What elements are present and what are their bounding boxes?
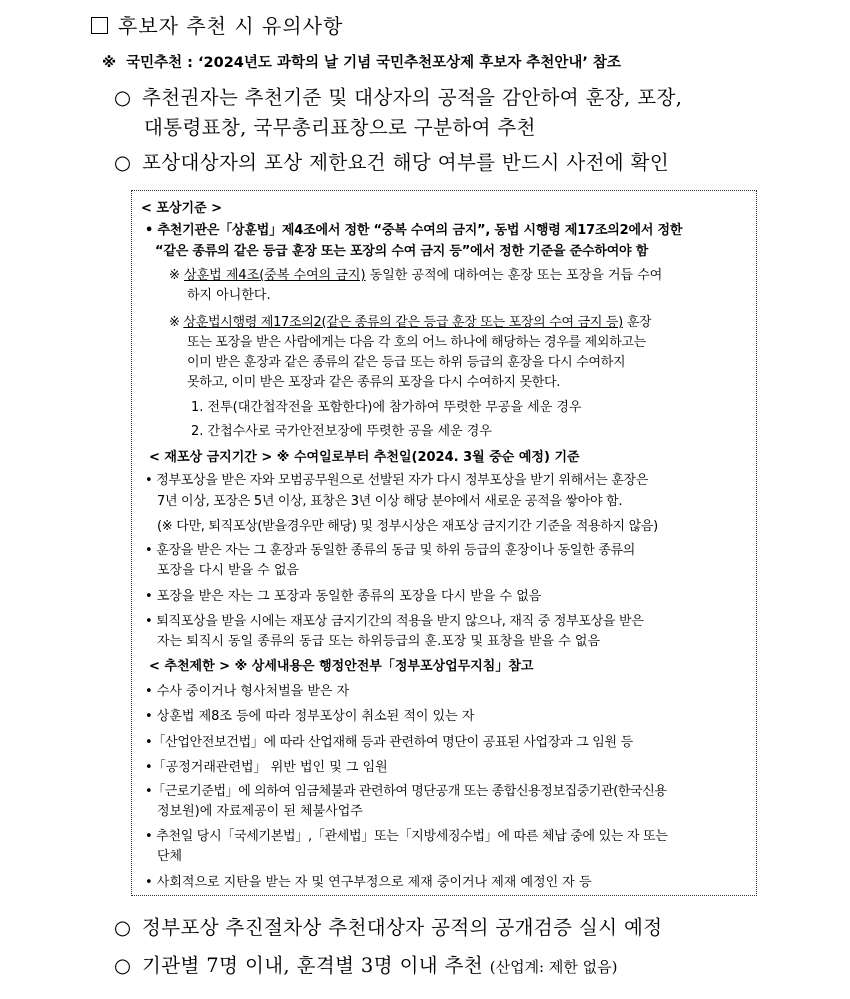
limit-6-line2: 단체: [157, 849, 183, 864]
intro-item-2: [114, 148, 669, 178]
circle-bullet-icon: ○: [114, 916, 132, 939]
limit-4: •「공정거래관련법」 위반 법인 및 그 임원: [145, 760, 388, 775]
circle-bullet-icon: ○: [114, 954, 132, 977]
intro-item-2-text: 포상대상자의 포상 제한요건 해당 여부를 반드시 사전에 확인: [142, 151, 670, 174]
limit-5-line2: 정보원)에 자료제공이 된 체불사업주: [157, 804, 363, 819]
reaward-1-line3: (※ 다만, 퇴직포상(받을경우만 해당) 및 정부시상은 재포상 금지기간 기준을 적용하지 않음): [157, 519, 658, 534]
circle-bullet-icon: ○: [114, 151, 132, 174]
limit-header: < 추천제한 > ※ 상세내용은 행정안전부「정부포상업무지침」참고: [149, 659, 534, 674]
outro-item-2-note: (산업계: 제한 없음): [489, 958, 618, 976]
note2-line1: [169, 314, 651, 332]
note1-line1: [169, 267, 662, 285]
reference-mark: ※: [102, 55, 117, 71]
circle-bullet-icon: ○: [114, 86, 132, 109]
limit-2: • 상훈법 제8조 등에 따라 정부포상이 취소된 적이 있는 자: [145, 709, 475, 724]
note2-rest: 훈장: [622, 315, 652, 330]
outro-item-2-text: 기관별 7명 이내, 훈격별 3명 이내 추천: [142, 954, 484, 977]
criteria-header: < 포상기준 >: [141, 201, 223, 216]
outro-item-1: [114, 913, 663, 943]
reaward-3-line1: • 포장을 받은 자는 그 포장과 동일한 종류의 포장을 다시 받을 수 없음: [145, 589, 542, 604]
limit-6-line1: • 추천일 당시「국세기본법」,「관세법」또는「지방세징수법」에 따른 체납 중에 있는 자 또는: [145, 829, 668, 844]
note1-line2: 하지 아니한다.: [187, 288, 271, 303]
note2-law: 상훈법시행령 제17조의2(같은 종류의 같은 등급 훈장 또는 포장의 수여 금지 등): [183, 315, 623, 330]
reaward-4-line1: • 퇴직포상을 받을 시에는 재포상 금지기간의 적용을 받지 않으나, 재직 중 정부포상을 받은: [145, 614, 644, 629]
limit-3: •「산업안전보건법」에 따라 산업재해 등과 관련하여 명단이 공표된 사업장과 그 임원 등: [145, 735, 633, 750]
note1-law: 상훈법 제4조(중복 수여의 금지): [184, 268, 366, 283]
reference-text: 국민추천 : ‘2024년도 과학의 날 기념 국민추천포상제 후보자 추천안내’ 참조: [126, 55, 621, 71]
limit-1: • 수사 중이거나 형사처벌을 받은 자: [145, 684, 350, 699]
reaward-1-line2: 7년 이상, 포장은 5년 이상, 표창은 3년 이상 해당 분야에서 새로운 공적을 쌓아야 함.: [157, 494, 623, 509]
criteria-line1: • 추천기관은「상훈법」제4조에서 정한 “중복 수여의 금지”, 동법 시행령 제17조의2에서 정한: [145, 223, 683, 238]
section-title-text: 후보자 추천 시 유의사항: [118, 14, 344, 38]
outro-item-1-text: 정부포상 추진절차상 추천대상자 공적의 공개검증 실시 예정: [142, 916, 663, 939]
reaward-4-line2: 자는 퇴직시 동일 종류의 동급 또는 하위등급의 훈.포장 및 표창을 받을 수 없음: [157, 634, 601, 649]
note-mark: ※: [169, 315, 180, 330]
note2-item2: 2. 간첩수사로 국가안전보장에 뚜렷한 공을 세운 경우: [191, 424, 492, 439]
intro-item-1-line1: 추천권자는 추천기준 및 대상자의 공적을 감안하여 훈장, 포장,: [142, 86, 683, 109]
note2-line3: 이미 받은 훈장과 같은 종류의 같은 등급 또는 하위 등급의 훈장을 다시 수여하지: [187, 355, 626, 370]
reaward-header: < 재포상 금지기간 > ※ 수여일로부터 추천일(2024. 3월 중순 예정) 기준: [149, 450, 580, 465]
reaward-1-line1: • 정부포상을 받은 자와 모범공무원으로 선발된 자가 다시 정부포상을 받기 위해서는 훈장은: [145, 473, 649, 488]
reference-note: [102, 51, 621, 72]
note1-rest: 동일한 공적에 대하여는 훈장 또는 포장을 거듭 수여: [365, 268, 663, 283]
intro-item-1-line2: 대통령표창, 국무총리표창으로 구분하여 추천: [144, 116, 536, 139]
limit-7: • 사회적으로 지탄을 받는 자 및 연구부정으로 제재 중이거나 제재 예정인 자 등: [145, 875, 592, 890]
note-mark: ※: [169, 268, 180, 283]
note2-item1: 1. 전투(대간첩작전을 포함한다)에 참가하여 뚜렷한 무공을 세운 경우: [191, 400, 582, 415]
reaward-2-line2: 포장을 다시 받을 수 없음: [157, 563, 300, 578]
limit-5-line1: •「근로기준법」에 의하여 임금체불과 관련하여 명단공개 또는 종합신용정보집중기관(한국신용: [145, 784, 667, 799]
criteria-line2: “같은 종류의 같은 등급 훈장 또는 포장의 수여 금지 등”에서 정한 기준을 준수하여야 함: [155, 244, 649, 259]
reaward-2-line1: • 훈장을 받은 자는 그 훈장과 동일한 종류의 동급 및 하위 등급의 훈장이나 동일한 종류의: [145, 543, 636, 558]
note2-line2: 또는 포장을 받은 사람에게는 다음 각 호의 어느 하나에 해당하는 경우를 제외하고는: [187, 335, 646, 350]
checkbox-square-icon: [91, 17, 108, 34]
outro-item-2: [114, 951, 617, 982]
intro-item-1: [114, 83, 682, 143]
section-title: [91, 10, 343, 39]
note2-line4: 못하고, 이미 받은 포장과 같은 종류의 포장을 다시 수여하지 못한다.: [187, 375, 561, 390]
